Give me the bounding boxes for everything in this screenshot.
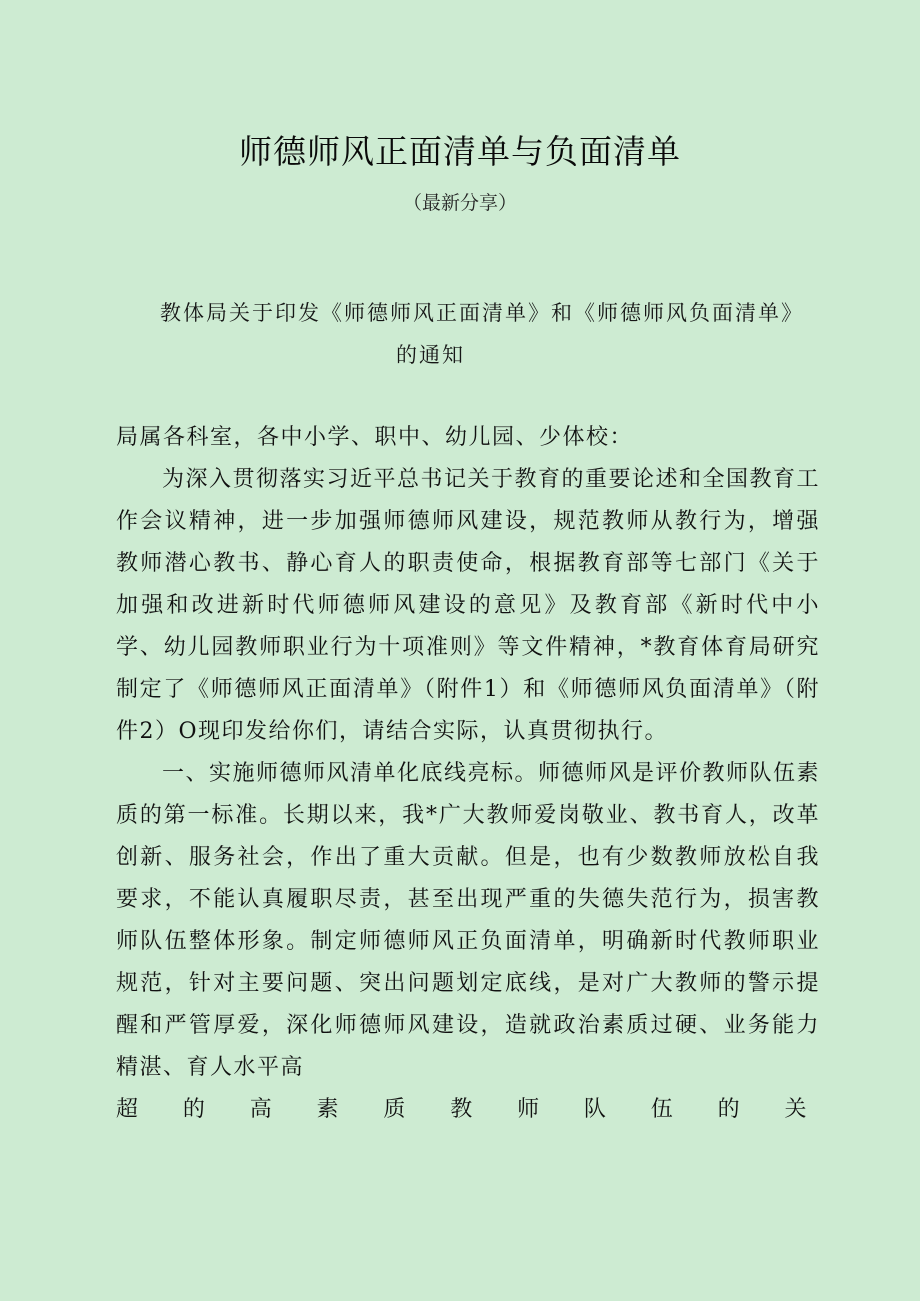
paragraph-1: 为深入贯彻落实习近平总书记关于教育的重要论述和全国教育工作会议精神，进一步加强师德师风建设，规范教师从教行为，增强教师潜心教书、静心育人的职责使命，根据教育部等七部门《关于加强和改进新时代师德师风建设的意见》及教育部《新时代中小学、幼儿园教师职业行为十项准则》等文件精神，*教育体育局研究制定了《师德师风正面清单》（附件1）和《师德师风负面清单》（附件2）O现印发给你们，请结合实际，认真贯彻执行。 xyxy=(116,467,821,744)
last-line-char: 超 xyxy=(116,1097,140,1122)
paragraph-2-last-line xyxy=(116,1089,820,1131)
document-body xyxy=(116,417,820,1131)
last-line-char: 高 xyxy=(249,1097,274,1122)
last-line-char: 师 xyxy=(517,1097,541,1122)
last-line-char: 质 xyxy=(383,1097,407,1122)
last-line-char: 伍 xyxy=(650,1097,675,1122)
notice-title-line1: 教体局关于印发《师德师风正面清单》和《师德师风负面清单》 xyxy=(160,301,804,325)
last-line-char: 素 xyxy=(316,1097,341,1122)
notice-title-line2: 的通知 xyxy=(396,343,465,367)
last-line-char: 队 xyxy=(583,1097,608,1122)
paragraph-2: 一、实施师德师风清单化底线亮标。师德师风是评价教师队伍素质的第一标准。长期以来，我*广大教师爱岗敬业、教书育人，改革创新、服务社会，作出了重大贡献。但是，也有少数教师放松自我要求，不能认真履职尽责，甚至出现严重的失德失范行为，损害教师队伍整体形象。制定师德师风正负面清单，明确新时代教师职业规范，针对主要问题、突出问题划定底线，是对广大教师的警示提醒和严管厚爱，深化师德师风建设，造就政治素质过硬、业务能力精湛、育人水平高 xyxy=(116,761,821,1080)
document-subtitle: （最新分享） xyxy=(402,192,517,214)
last-line-char: 的 xyxy=(182,1097,207,1122)
last-line-char: 关 xyxy=(784,1097,808,1122)
last-line-char: 教 xyxy=(450,1097,474,1122)
last-line-char: 的 xyxy=(717,1097,742,1122)
document-title: 师德师风正面清单与负面清单 xyxy=(239,132,681,171)
notice-title xyxy=(160,292,840,376)
salutation: 局属各科室，各中小学、职中、幼儿园、少体校： xyxy=(116,425,634,450)
